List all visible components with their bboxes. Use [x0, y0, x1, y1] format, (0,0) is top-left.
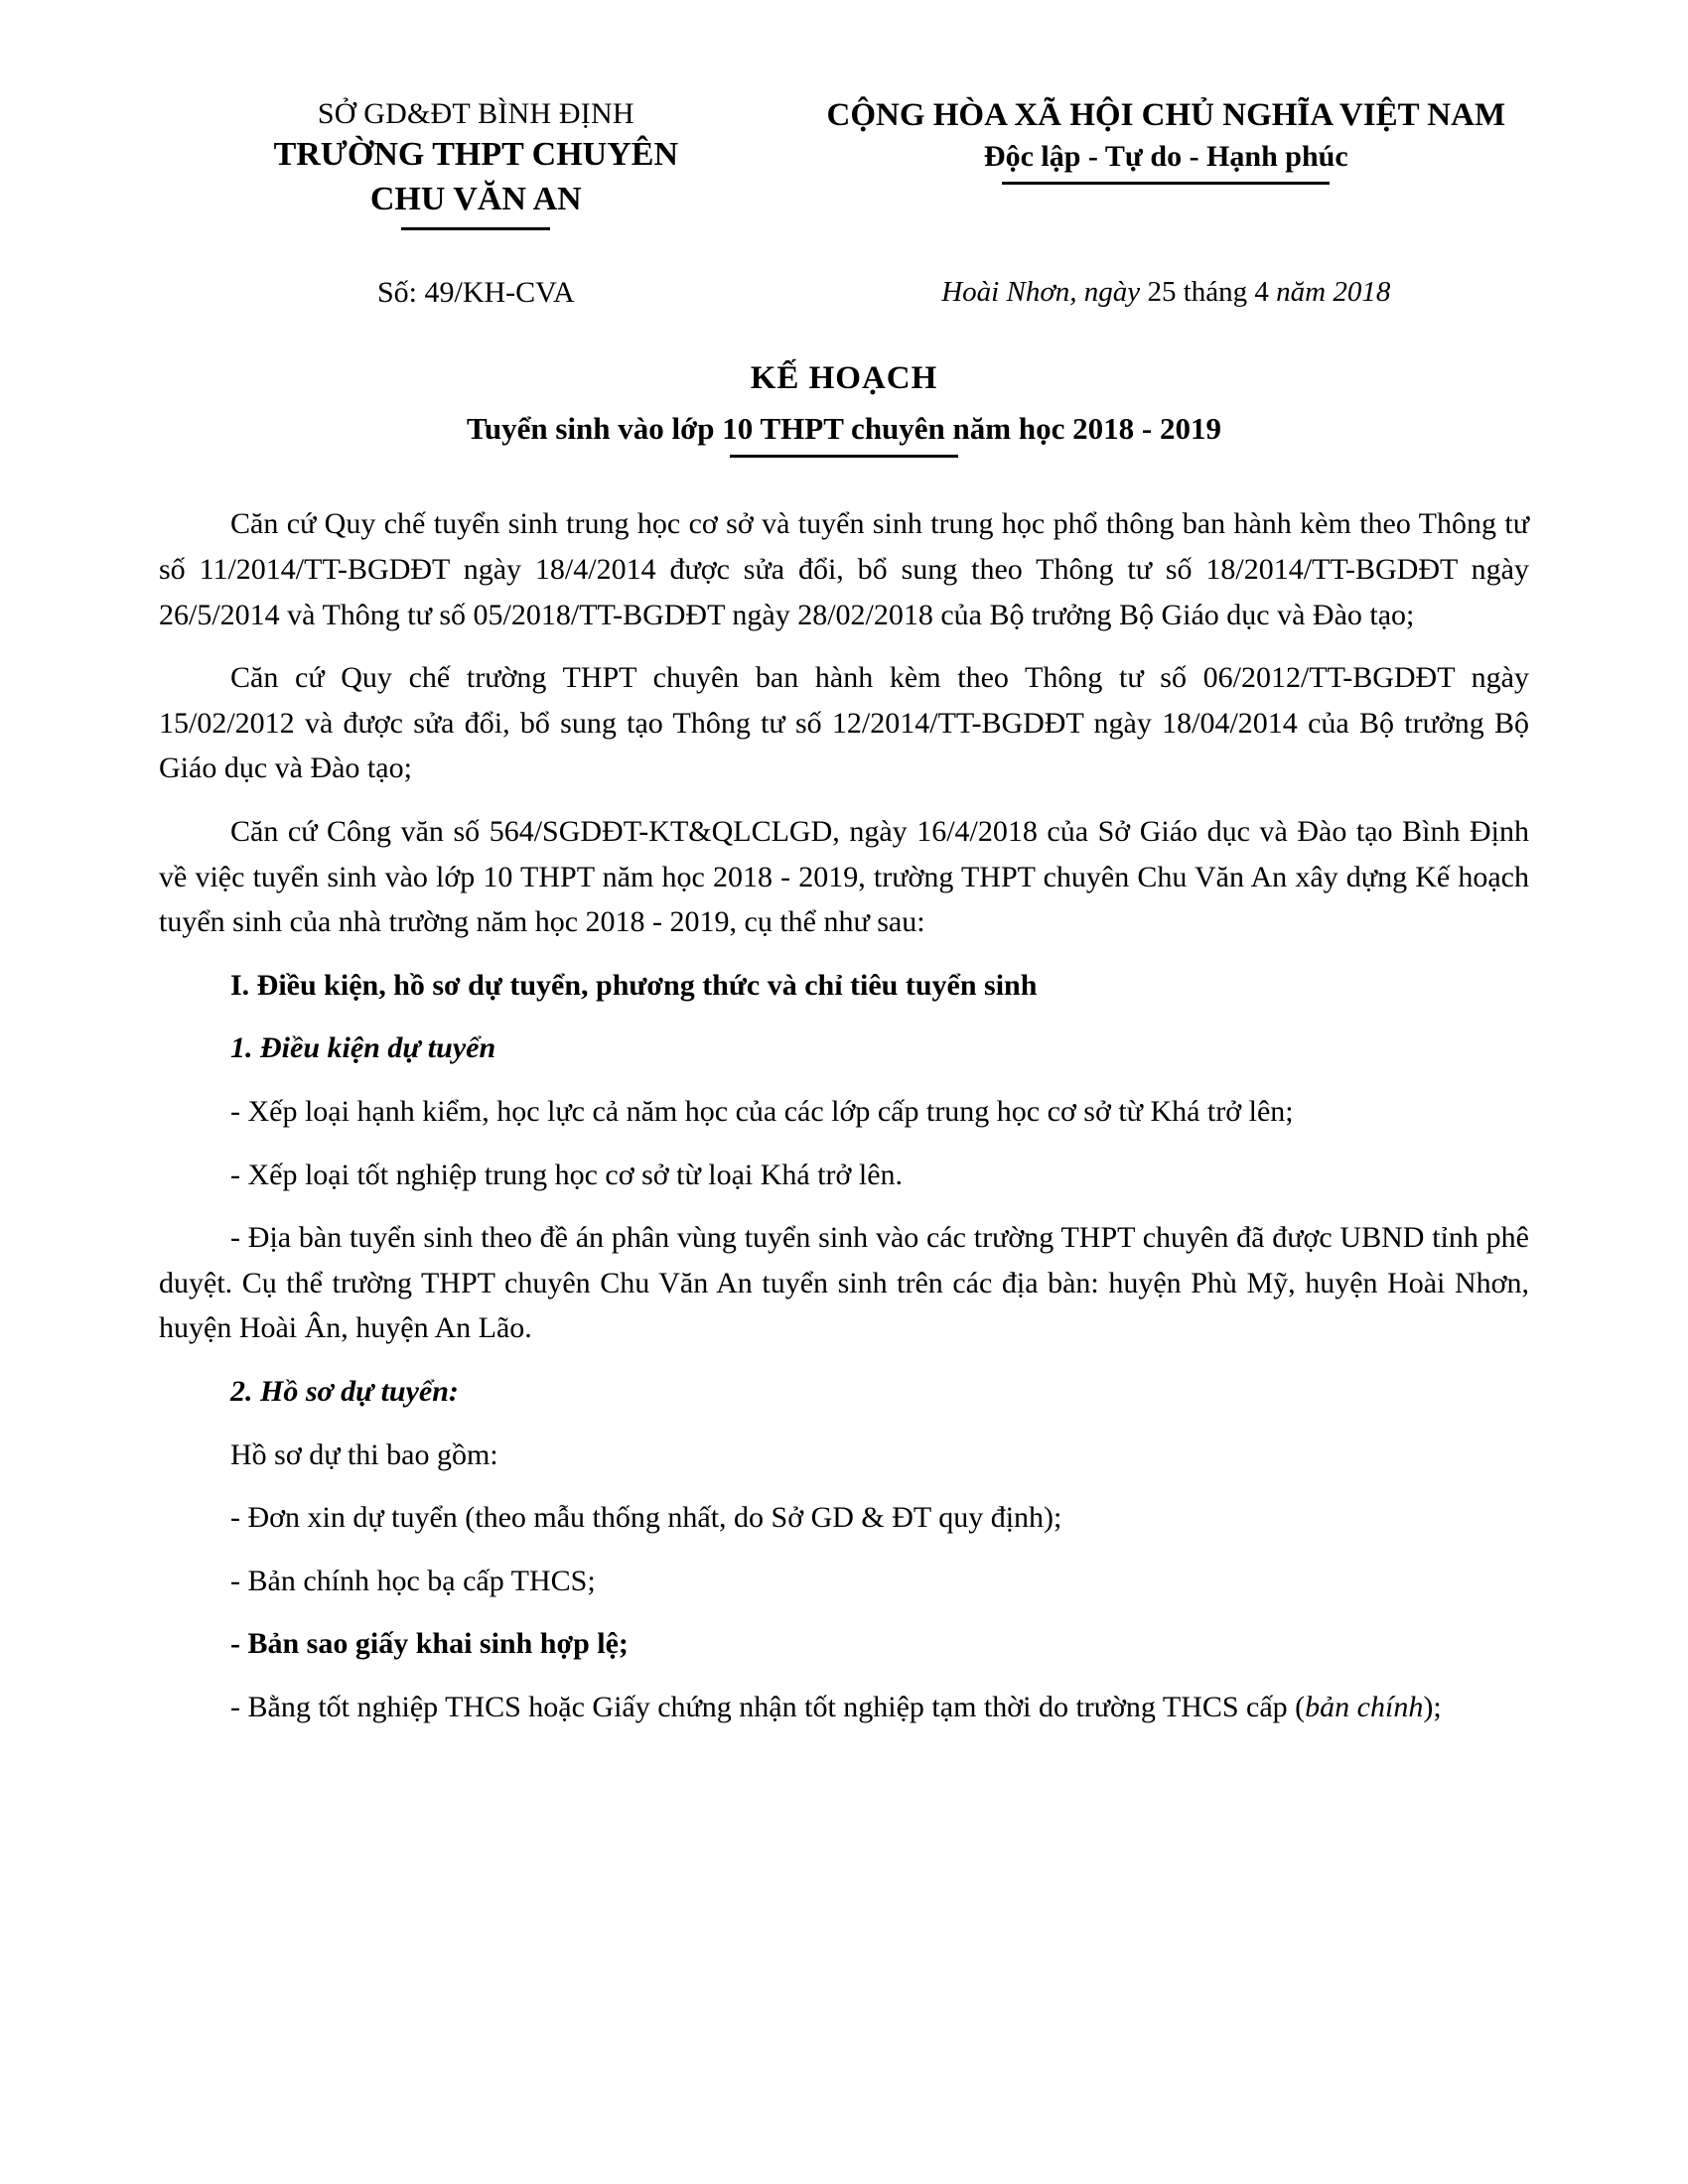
header-right-divider: [1002, 182, 1330, 185]
list-item: - Xếp loại tốt nghiệp trung học cơ sở từ loại Khá trở lên.: [230, 1158, 904, 1191]
list-item: - Bản chính học bạ cấp THCS;: [230, 1564, 596, 1597]
paragraph-basis-1: Căn cứ Quy chế tuyển sinh trung học cơ sở và tuyển sinh trung học phổ thông ban hành kèm theo Thông tư số 11/2014/TT-BGDĐT ngày 18/4/2014 được sửa đổi, bổ sung theo Thông tư số 18/2014/TT-BGDĐT ngày 26/5/2014 và Thông tư số 05/2018/TT-BGDĐT ngày 28/02/2018 của Bộ trưởng Bộ Giáo dục và Đào tạo;: [159, 507, 1529, 631]
subsection-heading-2: 2. Hồ sơ dự tuyển:: [230, 1374, 459, 1408]
dossier-intro: Hồ sơ dự thi bao gồm:: [230, 1437, 498, 1471]
national-motto: Độc lập - Tự do - Hạnh phúc: [983, 139, 1348, 173]
document-title: KẾ HOẠCH: [750, 359, 938, 396]
issuing-authority-block: [159, 94, 803, 230]
department-name: SỞ GD&ĐT BÌNH ĐỊNH: [317, 97, 634, 130]
list-item: [159, 1685, 1529, 1730]
place-and-date: [803, 276, 1529, 310]
header-left-divider: [401, 227, 550, 230]
national-motto-block: [803, 94, 1529, 185]
document-subtitle: Tuyển sinh vào lớp 10 THPT chuyên năm học 2018 - 2019: [467, 410, 1221, 446]
school-name-line2: CHU VĂN AN: [369, 180, 582, 217]
title-block: [159, 357, 1529, 459]
list-item: - Bản sao giấy khai sinh hợp lệ;: [230, 1627, 629, 1661]
list-item-text-pre: - Bằng tốt nghiệp THCS hoặc Giấy chứng nhận tốt nghiệp tạm thời do trường THCS cấp (: [230, 1690, 1306, 1723]
list-item: - Xếp loại hạnh kiểm, học lực cả năm học của các lớp cấp trung học cơ sở từ Khá trở lên;: [230, 1095, 1294, 1129]
document-header: [159, 94, 1529, 230]
section-heading-i: I. Điều kiện, hồ sơ dự tuyển, phương thức và chỉ tiêu tuyển sinh: [230, 968, 1038, 1002]
list-item: - Địa bàn tuyển sinh theo đề án phân vùng tuyển sinh vào các trường THPT chuyên đã được UBND tỉnh phê duyệt. Cụ thể trường THPT chuyên Chu Văn An tuyển sinh trên các địa bàn: huyện Phù Mỹ, huyện Hoài Nhơn, huyện Hoài Ân, huyện An Lão.: [159, 1221, 1529, 1345]
date-day: 25: [1147, 275, 1177, 308]
document-meta-row: [159, 276, 1529, 310]
place-date-prefix: Hoài Nhơn, ngày: [941, 275, 1148, 308]
date-year: 2018: [1333, 275, 1391, 308]
school-name-line1: TRƯỜNG THPT CHUYÊN: [273, 136, 678, 173]
list-item: - Đơn xin dự tuyển (theo mẫu thống nhất, do Sở GD & ĐT quy định);: [230, 1501, 1062, 1535]
document-body: [159, 501, 1529, 1729]
paragraph-basis-2: Căn cứ Quy chế trường THPT chuyên ban hành kèm theo Thông tư số 06/2012/TT-BGDĐT ngày 15/02/2012 và được sửa đổi, bổ sung tạo Thông tư số 12/2014/TT-BGDĐT ngày 18/04/2014 của Bộ trưởng Bộ Giáo dục và Đào tạo;: [159, 661, 1529, 785]
month-label: tháng: [1176, 275, 1255, 308]
year-label: năm: [1268, 275, 1334, 308]
title-divider: [730, 455, 958, 458]
country-name: CỘNG HÒA XÃ HỘI CHỦ NGHĨA VIỆT NAM: [826, 97, 1506, 133]
date-month: 4: [1254, 275, 1269, 308]
document-number: Số: 49/KH-CVA: [376, 275, 575, 309]
paragraph-basis-3: Căn cứ Công văn số 564/SGDĐT-KT&QLCLGD, ngày 16/4/2018 của Sở Giáo dục và Đào tạo Bình Định về việc tuyển sinh vào lớp 10 THPT năm học 2018 - 2019, trường THPT chuyên Chu Văn An xây dựng Kế hoạch tuyển sinh của nhà trường năm học 2018 - 2019, cụ thể như sau:: [159, 815, 1529, 939]
list-item-emphasis: bản chính: [1305, 1690, 1424, 1723]
subsection-heading-1: 1. Điều kiện dự tuyển: [230, 1031, 496, 1065]
list-item-text-post: );: [1423, 1690, 1442, 1723]
